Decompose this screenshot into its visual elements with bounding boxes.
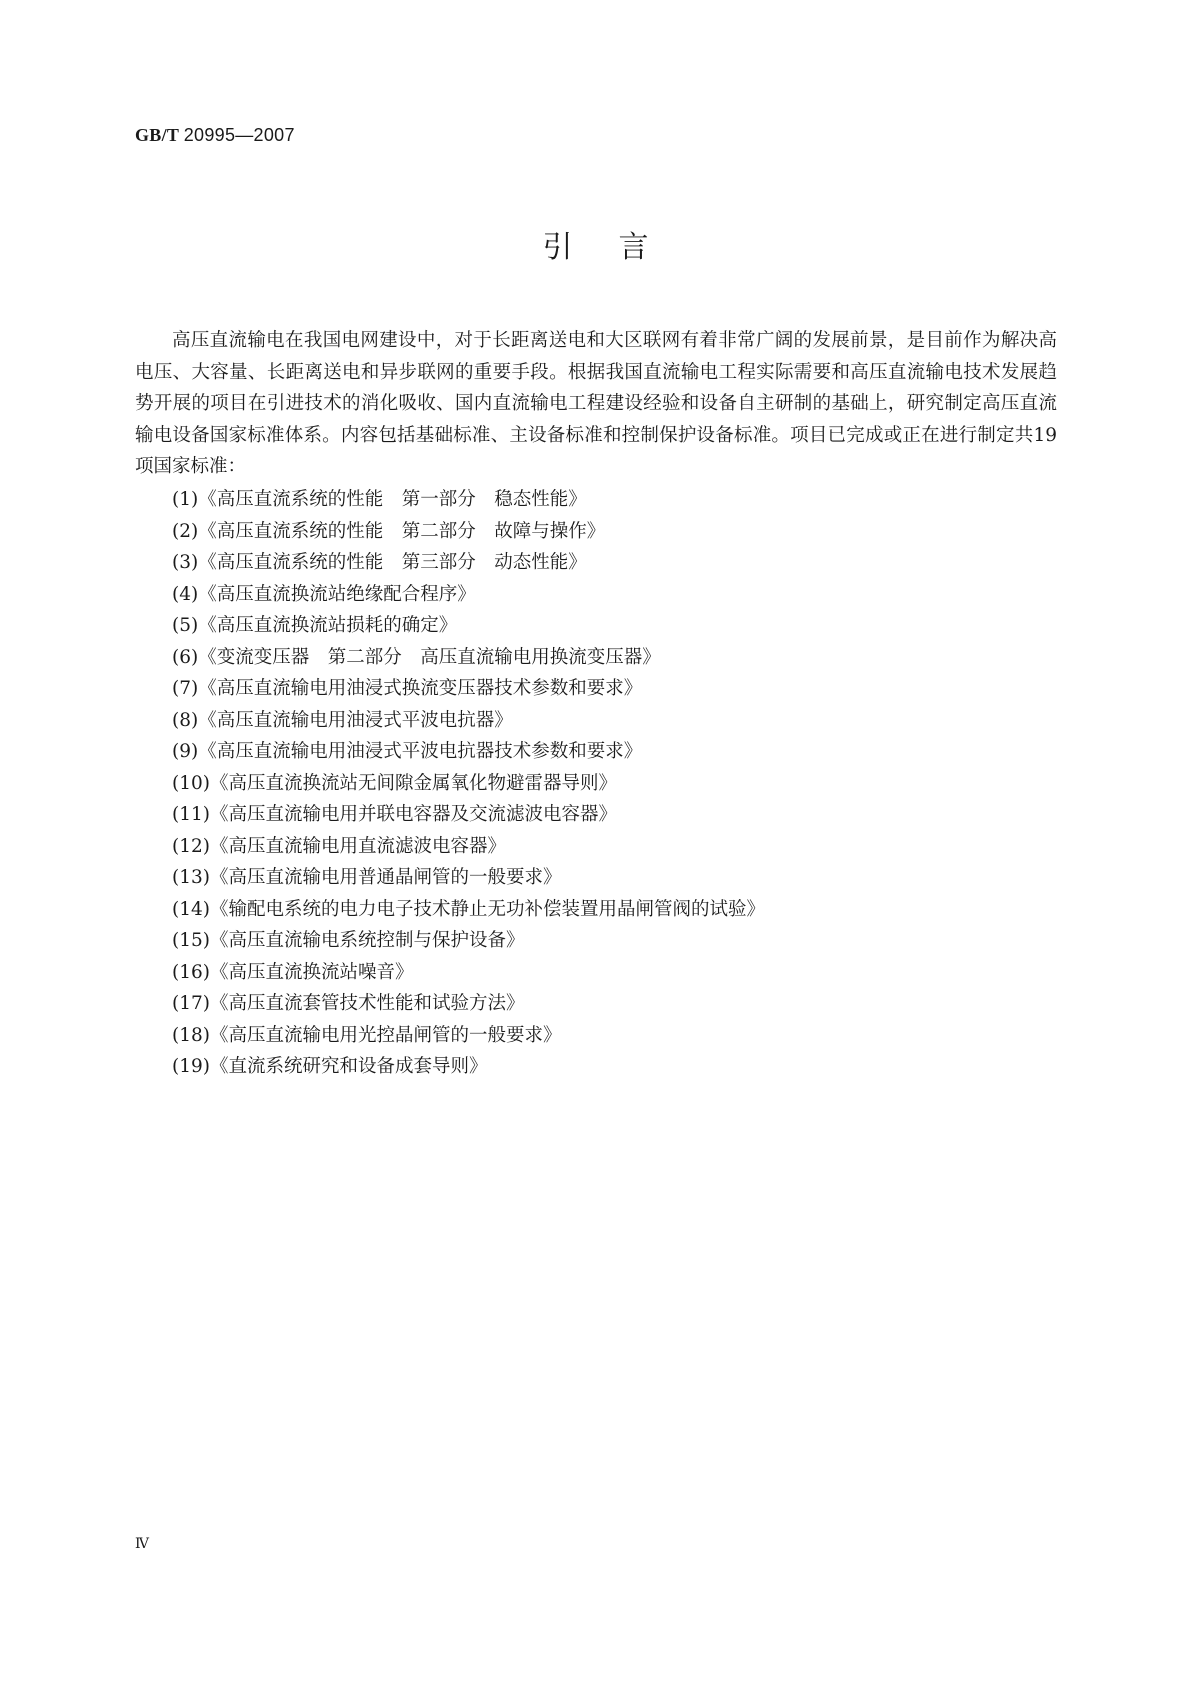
list-item: (9)《高压直流输电用油浸式平波电抗器技术参数和要求》 [172, 741, 643, 762]
list-item: (2)《高压直流系统的性能 第二部分 故障与操作》 [172, 520, 606, 542]
list-item: (11)《高压直流输电用并联电容器及交流滤波电容器》 [172, 804, 617, 825]
list-item: (16)《高压直流换流站噪音》 [172, 961, 414, 983]
list-item: (6)《变流变压器 第二部分 高压直流输电用换流变压器》 [172, 646, 661, 668]
page-number: Ⅳ [135, 1537, 149, 1552]
list-item: (10)《高压直流换流站无间隙金属氧化物避雷器导则》 [172, 772, 617, 794]
standards-list [172, 484, 765, 1083]
list-item: (13)《高压直流输电用普通晶闸管的一般要求》 [172, 867, 562, 888]
intro-paragraph: 高压直流输电在我国电网建设中，对于长距离送电和大区联网有着非常广阔的发展前景，是目前作为解决高电压、大容量、长距离送电和异步联网的重要手段。根据我国直流输电工程实际需要和高压直流输电技术发展趋势开展的项目在引进技术的消化吸收、国内直流输电工程建设经验和设备自主研制的基础上，研究制定高压直流输电设备国家标准体系。内容包括基础标准、主设备标准和控制保护设备标准。项目已完成或正在进行制定共19项国家标准： [135, 330, 1057, 477]
list-item: (18)《高压直流输电用光控晶闸管的一般要求》 [172, 1024, 562, 1046]
standard-code [135, 125, 295, 146]
standard-number: 20995—2007 [183, 125, 295, 145]
list-item: (4)《高压直流换流站绝缘配合程序》 [172, 583, 476, 605]
list-item: (5)《高压直流换流站损耗的确定》 [172, 615, 458, 636]
list-item: (15)《高压直流输电系统控制与保护设备》 [172, 930, 525, 951]
list-item: (12)《高压直流输电用直流滤波电容器》 [172, 835, 506, 857]
list-item: (3)《高压直流系统的性能 第三部分 动态性能》 [172, 552, 587, 573]
list-item: (14)《输配电系统的电力电子技术静止无功补偿装置用晶闸管阀的试验》 [172, 898, 765, 920]
page-title: 引言 [542, 230, 695, 265]
standard-prefix: GB/T [135, 125, 179, 145]
list-item: (19)《直流系统研究和设备成套导则》 [172, 1056, 488, 1077]
list-item: (1)《高压直流系统的性能 第一部分 稳态性能》 [172, 489, 587, 510]
list-item: (7)《高压直流输电用油浸式换流变压器技术参数和要求》 [172, 678, 643, 699]
list-item: (8)《高压直流输电用油浸式平波电抗器》 [172, 709, 513, 731]
list-item: (17)《高压直流套管技术性能和试验方法》 [172, 993, 525, 1014]
